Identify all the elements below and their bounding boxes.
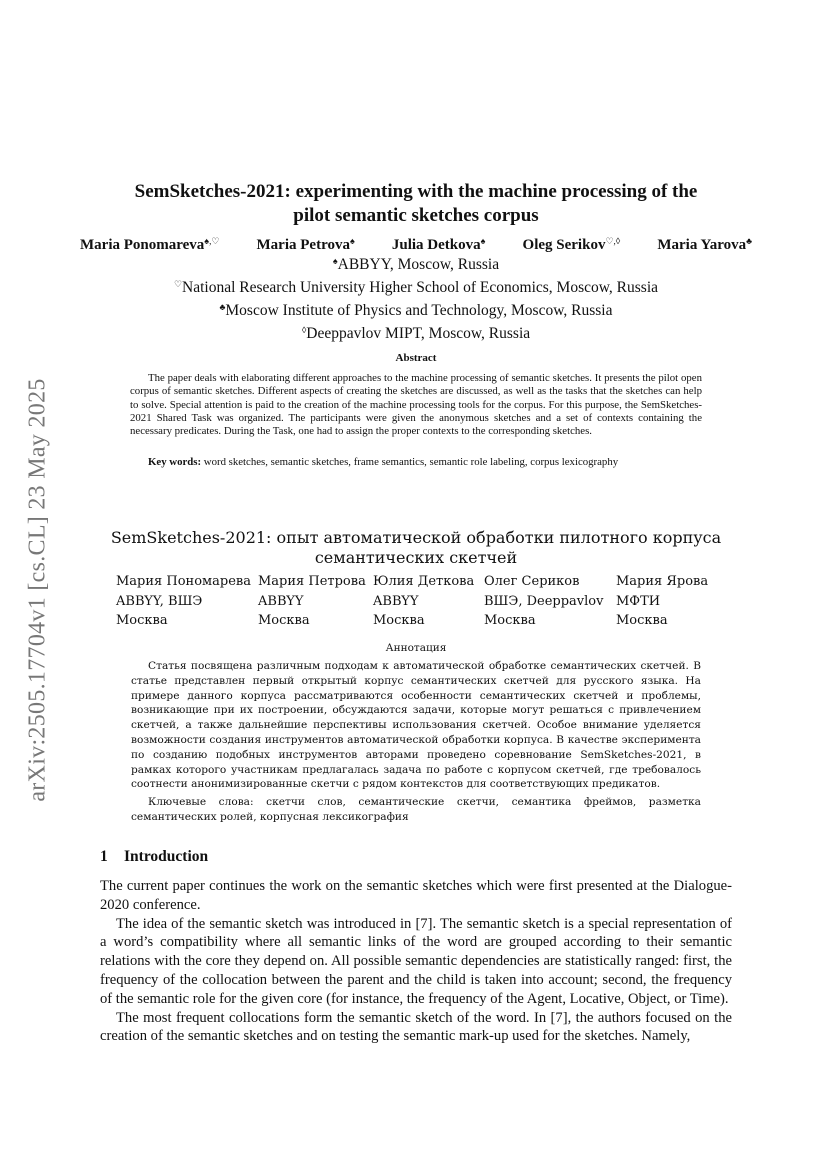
abstract-text: The paper deals with elaborating different approaches to the machine processing of semantic sketches. It presents the pilot open corpus of semantic sketches. Different aspects of creating the sketches are discussed, as well as the tasks that the sketches can help to solve. Special attention is paid to the creation of the machine processing tools for the corpus. For this purpose, the SemSketches-2021 Shared Task was organized. The participants were given the anonymous sketches and a set of contexts containing the necessary predicates. During the Task, one had to assign the proper contexts to the corresponding sketches. [130, 372, 702, 438]
author: Maria Petrova♠ [256, 236, 355, 253]
russian-abstract-text: Статья посвящена различным подходам к автоматической обработке семантических скетчей. В статье представлен первый открытый корпус семантических скетчей для русского языка. На примере данного корпуса рассматриваются особенности семантических скетчей и проблемы, возникающие при их построении, обсуждаются задачи, которые могут решаться с привлечением скетчей, а также дальнейшие перспективы использования скетчей. Особое внимание уделяется возможности создания инструментов автоматической обработки корпуса. В качестве эксперимента по созданию подобных инструментов авторами проведено соревнование SemSketches-2021, в рамках которого участникам предлагалась задача по работе с корпусом скетчей, где требовалось соотнести анонимизированные скетчи с рядом контекстов для соответствующих предикатов. [131, 660, 701, 791]
russian-author: Мария Петрова ABBYY Москва [258, 574, 366, 628]
russian-author: Мария Пономарева ABBYY, ВШЭ Москва [116, 574, 251, 628]
paragraph: The idea of the semantic sketch was introduced in [7]. The semantic sketch is a special representation of a word’s compatibility where all semantic links of the word are grouped according to their semantic relations with the core they depend on. All possible semantic dependencies are statistically ranged: first, the frequency of the collocation between the parent and the child is taken into account; second, the frequency of the semantic role for the given core (for instance, the frequency of the Agent, Locative, Object, or Time). [100, 915, 732, 1007]
abstract-heading: Abstract [395, 352, 437, 364]
affiliation: ◊Deeppavlov MIPT, Moscow, Russia [301, 325, 531, 342]
author: Julia Detkova♠ [391, 236, 486, 253]
affiliation: ♠ABBYY, Moscow, Russia [332, 256, 500, 273]
paper-title [100, 180, 732, 228]
affiliation: ♡National Research University Higher School of Economics, Moscow, Russia [173, 279, 659, 296]
paragraph: The current paper continues the work on the semantic sketches which were first presented at the Dialogue-2020 conference. [100, 878, 732, 913]
title-line: семантических скетчей [314, 548, 518, 567]
russian-author: Олег Сериков ВШЭ, Deeppavlov Москва [484, 574, 604, 628]
paragraph: The most frequent collocations form the semantic sketch of the word. In [7], the authors focused on the creation of the semantic sketches and on testing the semantic mark-up used for the sketches. Namely, [100, 1009, 732, 1045]
russian-abstract-heading: Аннотация [385, 642, 447, 654]
author: Oleg Serikov♡,◊ [522, 236, 621, 253]
title-line: SemSketches-2021: опыт автоматической обработки пилотного корпуса [110, 528, 722, 547]
russian-keywords: Ключевые слова: скетчи слов, семантические скетчи, семантика фреймов, разметка семантических ролей, корпусная лексикография [131, 796, 701, 823]
title-line: SemSketches-2021: experimenting with the machine processing of the [134, 181, 698, 202]
arxiv-sidebar [22, 340, 54, 840]
affiliation: ♣Moscow Institute of Physics and Technology, Moscow, Russia [219, 302, 613, 319]
section-heading: 1 Introduction [100, 848, 209, 865]
russian-title [100, 528, 732, 568]
arxiv-identifier: arXiv:2505.17704v1 [cs.CL] 23 May 2025 [24, 378, 51, 802]
russian-author: Юлия Деткова ABBYY Москва [373, 574, 475, 628]
author-list [80, 236, 752, 254]
keywords: Key words: word sketches, semantic sketches, frame semantics, semantic role labeling, corpus lexicography [148, 456, 619, 468]
author: Maria Ponomareva♠,♡ [80, 236, 220, 253]
author: Maria Yarova♣ [657, 236, 752, 253]
body-text [100, 877, 732, 1046]
title-line: pilot semantic sketches corpus [293, 205, 539, 226]
russian-author: Мария Ярова МФТИ Москва [616, 574, 709, 628]
